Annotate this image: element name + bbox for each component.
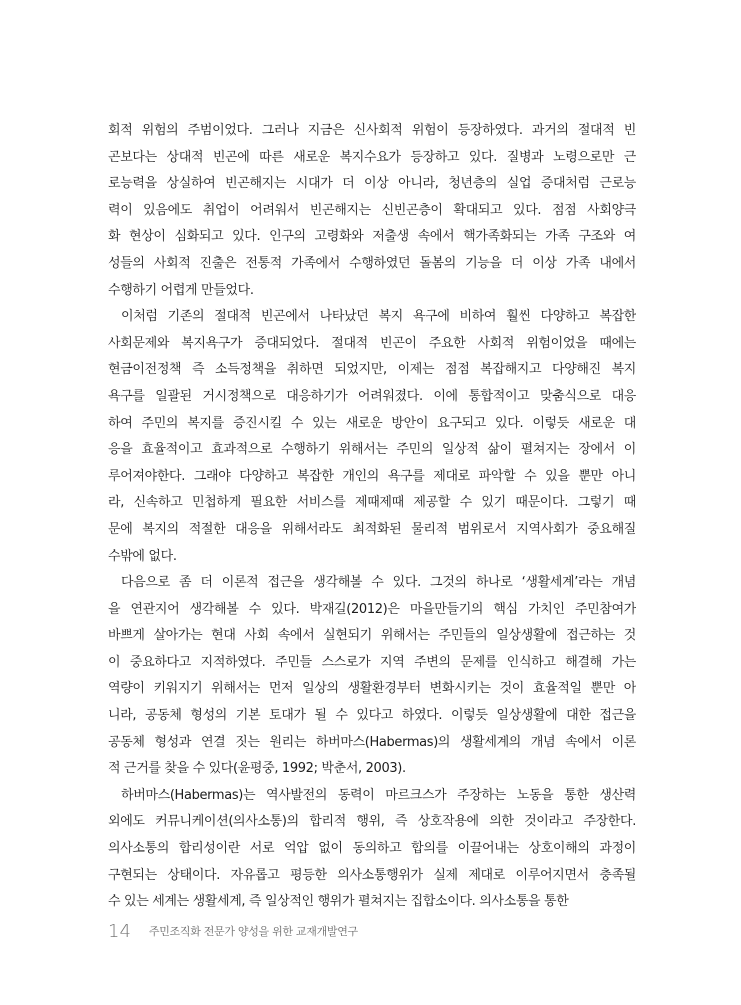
text-line: 회적 위험의 주범이었다. 그러나 지금은 신사회적 위험이 등장하였다. 과거의 절대적 빈 — [108, 123, 636, 138]
text-line: 다음으로 좀 더 이론적 접근을 생각해볼 수 있다. 그것의 하나로 ‘생활세계’라는 개념 — [121, 575, 636, 591]
page-footer — [108, 917, 358, 945]
text-line: 바쁘게 살아가는 현대 사회 속에서 실현되기 위해서는 주민들의 일상생활에 접근하는 것 — [108, 628, 636, 644]
text-line: 하여 주민의 복지를 증진시킬 수 있는 새로운 방안이 요구되고 있다. 이렇듯 새로운 대 — [108, 415, 636, 431]
page-number: 14 — [108, 920, 131, 942]
text-line: 수 있는 세계는 생활세계, 즉 일상적인 행위가 펼쳐지는 집합소이다. 의사소통을 통한 — [108, 894, 569, 910]
text-line: 적 근거를 찾을 수 있다(윤평중, 1992; 박춘서, 2003). — [108, 761, 406, 777]
paragraph — [108, 783, 636, 916]
text-line: 문에 복지의 적절한 대응을 위해서라도 최적화된 물리적 범위로서 지역사회가 중요해질 — [108, 521, 636, 537]
paragraph — [108, 118, 636, 304]
text-line: 화 현상이 심화되고 있다. 인구의 고령화와 저출생 속에서 핵가족화되는 가족 구조와 여 — [108, 229, 636, 245]
text-line: 성들의 사회적 진출은 전통적 가족에서 수행하였던 돌봄의 기능을 더 이상 가족 내에서 — [108, 255, 636, 271]
text-line: 공동체 형성과 연결 짓는 원리는 하버마스(Habermas)의 생활세계의 개념 속에서 이론 — [108, 734, 636, 750]
text-line: 력이 있음에도 취업이 어려워서 빈곤해지는 신빈곤층이 확대되고 있다. 점점 사회양극 — [108, 202, 636, 218]
text-line: 수행하기 어렵게 만들었다. — [108, 282, 254, 298]
text-line: 수밖에 없다. — [108, 548, 177, 564]
text-line: 하버마스(Habermas)는 역사발전의 동력이 마르크스가 주장하는 노동을 통한 생산력 — [121, 787, 636, 803]
text-line: 구현되는 상태이다. 자유롭고 평등한 의사소통행위가 실제 제대로 이루어지면서 충족될 — [108, 867, 636, 883]
text-line: 로능력을 상실하여 빈곤해지는 시대가 더 이상 아니라, 청년층의 실업 증대처럼 근로능 — [108, 176, 636, 192]
text-line: 현금이전정책 즉 소득정책을 취하면 되었지만, 이제는 점점 복잡해지고 다양해진 복지 — [108, 362, 636, 378]
paragraph — [108, 304, 636, 570]
paragraph — [108, 570, 636, 783]
text-line: 루어져야한다. 그래야 다양하고 복잡한 개인의 욕구를 제대로 파악할 수 있을 뿐만 아니 — [108, 468, 636, 484]
text-line: 외에도 커뮤니케이션(의사소통)의 합리적 행위, 즉 상호작용에 의한 것이라고 주장한다. — [108, 814, 636, 830]
text-line: 이처럼 기존의 절대적 빈곤에서 나타났던 복지 욕구에 비하여 훨씬 다양하고 복잡한 — [121, 309, 636, 325]
text-line: 의사소통의 합리성이란 서로 억압 없이 동의하고 합의를 이끌어내는 상호이해의 과정이 — [108, 841, 636, 857]
text-line: 이 중요하다고 지적하였다. 주민들 스스로가 지역 주변의 문제를 인식하고 해결해 가는 — [108, 654, 636, 670]
text-line: 을 연관지어 생각해볼 수 있다. 박재길(2012)은 마을만들기의 핵심 가치인 주민참여가 — [108, 601, 636, 617]
text-line: 사회문제와 복지욕구가 증대되었다. 절대적 빈곤이 주요한 사회적 위험이었을 때에는 — [108, 335, 636, 351]
running-title: 주민조직화 전문가 양성을 위한 교재개발연구 — [148, 925, 358, 938]
text-line: 욕구를 일괄된 거시정책으로 대응하기가 어려워졌다. 이에 통합적이고 맞춤식으로 대응 — [108, 388, 636, 404]
text-line: 역량이 키워지기 위해서는 먼저 일상의 생활환경부터 변화시키는 것이 효율적일 뿐만 아 — [108, 681, 636, 697]
text-line: 응을 효율적이고 효과적으로 수행하기 위해서는 주민의 일상적 삶이 펼쳐지는 장에서 이 — [108, 442, 636, 458]
text-line: 곤보다는 상대적 빈곤에 따른 새로운 복지수요가 등장하고 있다. 질병과 노령으로만 근 — [108, 149, 636, 165]
text-line: 라, 신속하고 민첩하게 필요한 서비스를 제때제때 제공할 수 있기 때문이다. 그렇기 때 — [108, 495, 636, 511]
text-line: 니라, 공동체 형성의 기본 토대가 될 수 있다고 하였다. 이렇듯 일상생활에 대한 접근을 — [108, 708, 636, 724]
body-text — [108, 118, 636, 916]
